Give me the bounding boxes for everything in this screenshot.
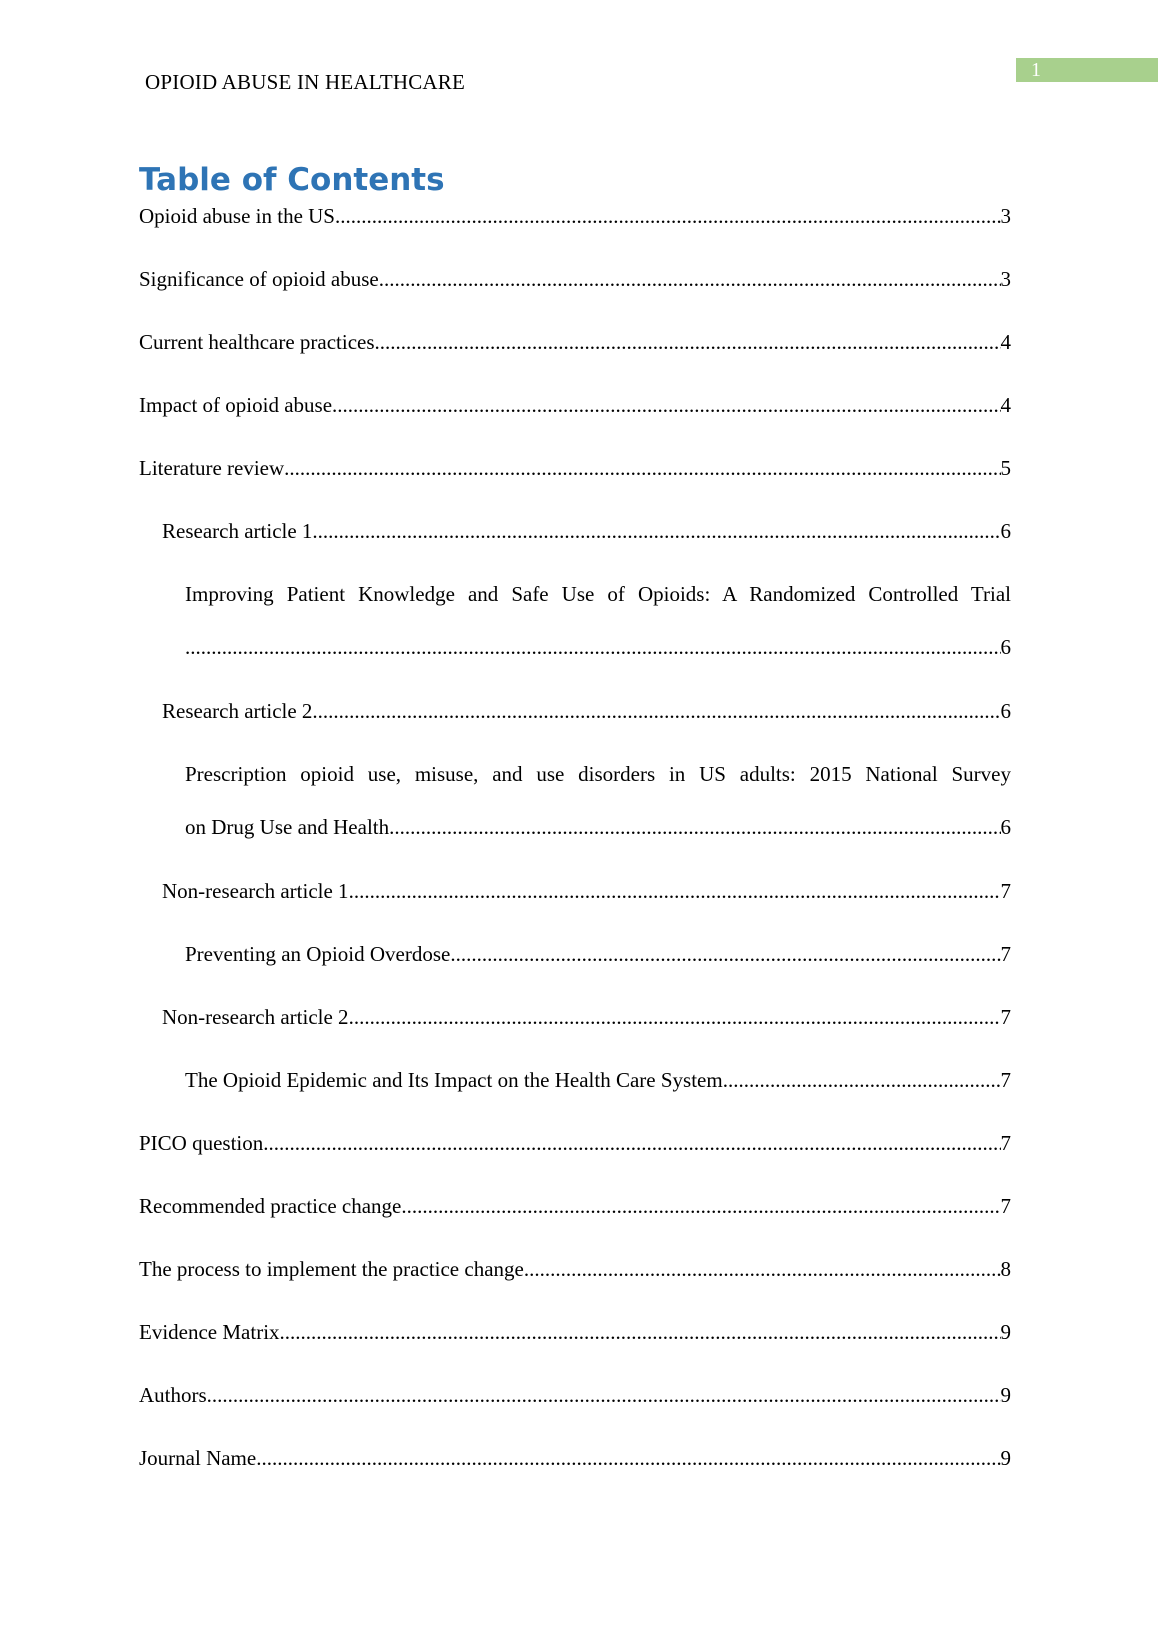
toc-entry-research-article-2[interactable] (162, 697, 1011, 725)
toc-entry-text: Preventing an Opioid Overdose (185, 942, 451, 966)
toc-entry-page: 9 (1000, 1446, 1011, 1470)
toc-entry-text: Authors (139, 1383, 207, 1407)
toc-entry-text: PICO question (139, 1131, 264, 1155)
toc-entry-text: Literature review (139, 456, 285, 480)
toc-entry-pico-question[interactable] (139, 1129, 1011, 1157)
toc-entry-impact[interactable] (139, 391, 1011, 419)
toc-entry-current-practices[interactable] (139, 328, 1011, 356)
page-number: 1 (1031, 59, 1041, 81)
toc-entry-page: 6 (1000, 635, 1011, 659)
toc-entry-text: Non-research article 2 (162, 1005, 349, 1029)
toc-entry-evidence-matrix[interactable] (139, 1318, 1011, 1346)
toc-entry-text: The Opioid Epidemic and Its Impact on the Health Care System (185, 1068, 723, 1092)
toc-entry-opioid-abuse-us[interactable] (139, 202, 1011, 230)
toc-entry-journal-name[interactable] (139, 1444, 1011, 1472)
toc-entry-authors[interactable] (139, 1381, 1011, 1409)
toc-entry-page: 3 (1000, 204, 1011, 228)
toc-entry-recommended-change[interactable] (139, 1192, 1011, 1220)
toc-entry-text-cont: on Drug Use and Health (185, 815, 390, 839)
toc-entry-page: 7 (1000, 879, 1011, 903)
toc-entry-page: 7 (1000, 1068, 1011, 1092)
toc-entry-page: 9 (1000, 1383, 1011, 1407)
toc-entry-preventing-overdose[interactable] (185, 940, 1011, 968)
toc-entry-text: Research article 2 (162, 699, 313, 723)
toc-entry-page: 7 (1000, 1131, 1011, 1155)
toc-entry-implementation-process[interactable] (139, 1255, 1011, 1283)
toc-entry-page: 8 (1000, 1257, 1011, 1281)
toc-entry-page: 9 (1000, 1320, 1011, 1344)
toc-entry-text: Research article 1 (162, 519, 313, 543)
toc-entry-page: 6 (1000, 815, 1011, 839)
toc-entry-text: Evidence Matrix (139, 1320, 280, 1344)
toc-entry-text: Prescription opioid use, misuse, and use disorders in US adults: 2015 National Survey (185, 762, 1011, 786)
toc-entry-page: 4 (1000, 330, 1011, 354)
toc-entry-literature-review[interactable] (139, 454, 1011, 482)
toc-entry-text: Impact of opioid abuse (139, 393, 333, 417)
toc-entry-text: Opioid abuse in the US (139, 204, 335, 228)
toc-entry-page: 6 (1000, 699, 1011, 723)
toc-title: Table of Contents (139, 162, 445, 198)
toc-entry-improving-patient-knowledge[interactable] (185, 580, 1011, 661)
toc-entry-page: 7 (1000, 1005, 1011, 1029)
running-head: OPIOID ABUSE IN HEALTHCARE (145, 70, 466, 94)
toc-entry-research-article-1[interactable] (162, 517, 1011, 545)
toc-entry-non-research-article-2[interactable] (162, 1003, 1011, 1031)
toc-entry-prescription-opioid-use[interactable] (185, 760, 1011, 841)
toc-entry-text: Current healthcare practices (139, 330, 375, 354)
toc-entry-non-research-article-1[interactable] (162, 877, 1011, 905)
toc-entry-text: Significance of opioid abuse (139, 267, 379, 291)
toc-entry-page: 7 (1000, 1194, 1011, 1218)
toc-entry-text: Improving Patient Knowledge and Safe Use of Opioids: A Randomized Controlled Trial (185, 582, 1011, 606)
toc-entry-significance[interactable] (139, 265, 1011, 293)
page-number-box (1016, 58, 1158, 82)
toc-entry-text: Non-research article 1 (162, 879, 349, 903)
toc-entry-opioid-epidemic-impact[interactable] (185, 1066, 1011, 1094)
toc-entry-page: 6 (1000, 519, 1011, 543)
toc-entry-page: 4 (1000, 393, 1011, 417)
toc-entry-text: Journal Name (139, 1446, 257, 1470)
toc-entry-page: 3 (1000, 267, 1011, 291)
toc-entry-text: The process to implement the practice change (139, 1257, 524, 1281)
toc-entry-page: 7 (1000, 942, 1011, 966)
toc-entry-page: 5 (1000, 456, 1011, 480)
toc-entry-text: Recommended practice change (139, 1194, 402, 1218)
